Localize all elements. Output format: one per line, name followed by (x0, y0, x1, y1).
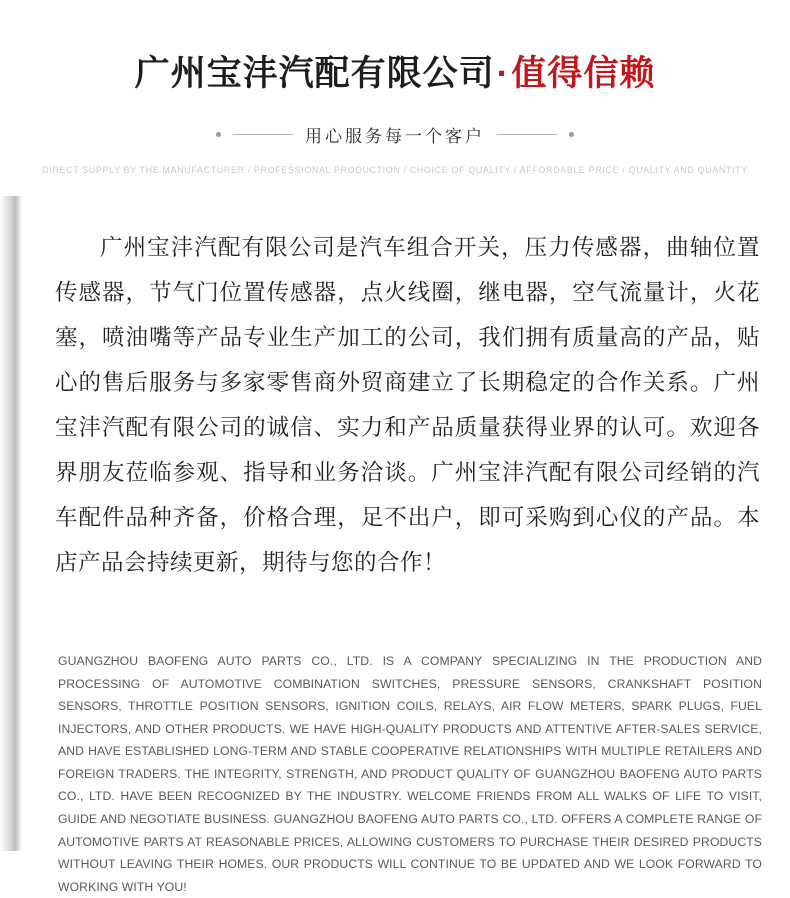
page-header (0, 0, 790, 178)
page-title-main: 广州宝沣汽配有限公司 (134, 54, 495, 93)
chinese-body-text: 广州宝沣汽配有限公司是汽车组合开关，压力传感器，曲轴位置传感器，节气门位置传感器，点火线圈，继电器，空气流量计，火花塞，喷油嘴等产品专业生产加工的公司，我们拥有质量高的产品，贴心的售后服务与多家零售商外贸商建立了长期稳定的合作关系。广州宝沣汽配有限公司的诚信、实力和产品质量获得业界的认可。欢迎各界朋友莅临参观、指导和业务洽谈。广州宝沣汽配有限公司经销的汽车配件品种齐备，价格合理，足不出户，即可采购到心仪的产品。本店产品会持续更新，期待与您的合作！ (55, 235, 760, 575)
title-separator: · (496, 54, 510, 93)
diamond-dot-right-icon (569, 132, 574, 137)
diamond-dot-left-icon (216, 132, 221, 137)
divider-line-right (497, 134, 557, 135)
chinese-body-wrapper (0, 225, 790, 585)
english-body-text: GUANGZHOU BAOFENG AUTO PARTS CO., LTD. IS A COMPANY SPECIALIZING IN THE PRODUCTION AND PROCESSING OF AUTOMOTIVE COMBINATION SWITCHES, PRESSURE SENSORS, CRANKSHAFT POSITION SENSORS, THROTTLE POSITION SENSORS, IGNITION COILS, RELAYS, AIR FLOW METERS, SPARK PLUGS, FUEL INJECTORS, AND OTHER PRODUCTS. WE HAVE HIGH-QUALITY PRODUCTS AND ATTENTIVE AFTER-SALES SERVICE, AND HAVE ESTABLISHED LONG-TERM AND STABLE COOPERATIVE RELATIONSHIPS WITH MULTIPLE RETAILERS AND FOREIGN TRADERS. THE INTEGRITY, STRENGTH, AND PRODUCT QUALITY OF GUANGZHOU BAOFENG AUTO PARTS CO., LTD. HAVE BEEN RECOGNIZED BY THE INDUSTRY. WELCOME FRIENDS FROM ALL WALKS OF LIFE TO VISIT, GUIDE AND NEGOTIATE BUSINESS. GUANGZHOU BAOFENG AUTO PARTS CO., LTD. OFFERS A COMPLETE RANGE OF AUTOMOTIVE PARTS AT REASONABLE PRICES, ALLOWING CUSTOMERS TO PURCHASE THEIR DESIRED PRODUCTS WITHOUT LEAVING THEIR HOMES. OUR PRODUCTS WILL CONTINUE TO BE UPDATED AND WE LOOK FORWARD TO WORKING WITH YOU! (58, 654, 762, 894)
subtitle-row (0, 122, 790, 147)
divider-line-left (233, 134, 293, 135)
page-title-accent: 值得信赖 (511, 54, 656, 93)
subtitle: 用心服务每一个客户 (305, 126, 485, 146)
page-title (0, 52, 790, 96)
english-tagline: DIRECT SUPPLY BY THE MANUFACTURER / PROFESSIONAL PRODUCTION / CHOICE OF QUALITY / AFFORDABLE PRICE / QUALITY AND QUANTITY (42, 164, 748, 175)
